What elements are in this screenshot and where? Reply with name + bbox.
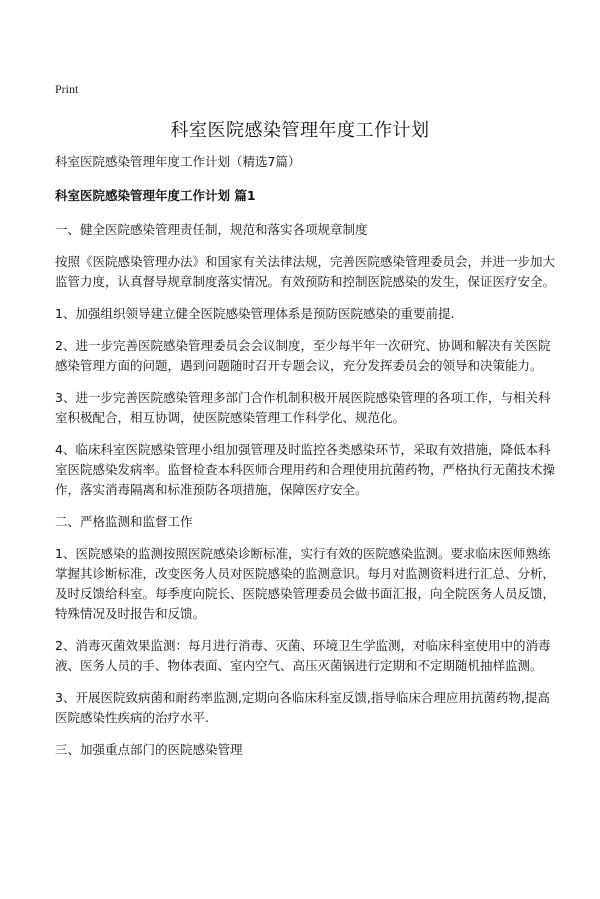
page-title: 科室医院感染管理年度工作计划 <box>170 120 430 141</box>
heading-monitoring: 二、严格监测和监督工作 <box>55 514 193 529</box>
heading-key-departments: 三、加强重点部门的医院感染管理 <box>55 742 243 757</box>
heading-responsibility: 一、健全医院感染管理责任制，规范和落实各项规章制度 <box>55 222 368 237</box>
section-heading: 科室医院感染管理年度工作计划 篇1 <box>55 188 256 203</box>
document-subtitle: 科室医院感染管理年度工作计划（精选7篇） <box>55 154 301 169</box>
paragraph-item-3: 3、进一步完善医院感染管理多部门合作机制积极开展医院感染管理的各项工作，与相关科室积极配合，相互协调，使医院感染管理工作科学化、规范化。 <box>55 390 551 425</box>
paragraph-monitoring-1: 1、医院感染的监测按照医院感染诊断标准，实行有效的医院感染监测。要求临床医师熟练掌握其诊断标准，改变医务人员对医院感染的监测意识。每月对监测资料进行汇总、分析，及时反馈给科室。每季度向院长、医院感染管理委员会做书面汇报，向全院医务人员反馈，特殊情况及时报告和反馈。 <box>55 546 556 621</box>
print-link[interactable]: Print <box>55 82 79 96</box>
paragraph-monitoring-3: 3、开展医院致病菌和耐药率监测,定期向各临床科室反馈,指导临床合理应用抗菌药物,提高医院感染性疾病的治疗水平. <box>55 690 550 725</box>
document-body <box>55 152 555 772</box>
paragraph-item-2: 2、进一步完善医院感染管理委员会会议制度，至少每半年一次研究、协调和解决有关医院感染管理方面的问题，遇到问题随时召开专题会议，充分发挥委员会的领导和决策能力。 <box>55 338 551 373</box>
paragraph-monitoring-2: 2、消毒灭菌效果监测：每月进行消毒、灭菌、环境卫生学监测，对临床科室使用中的消毒液、医务人员的手、物体表面、室内空气、高压灭菌锅进行定期和不定期随机抽样监测。 <box>55 638 551 673</box>
paragraph-item-1: 1、加强组织领导建立健全医院感染管理体系是预防医院感染的重要前提. <box>55 306 455 321</box>
paragraph-item-4: 4、临床科室医院感染管理小组加强管理及时监控各类感染环节，采取有效措施，降低本科室医院感染发病率。监督检查本科医师合理用药和合理使用抗菌药物，严格执行无菌技术操作，落实消毒隔离和标准预防各项措施，保障医疗安全。 <box>55 442 556 497</box>
paragraph-intro: 按照《医院感染管理办法》和国家有关法律法规，完善医院感染管理委员会，并进一步加大监管力度，认真督导规章制度落实情况。有效预防和控制医院感染的发生，保证医疗安全。 <box>55 254 556 289</box>
